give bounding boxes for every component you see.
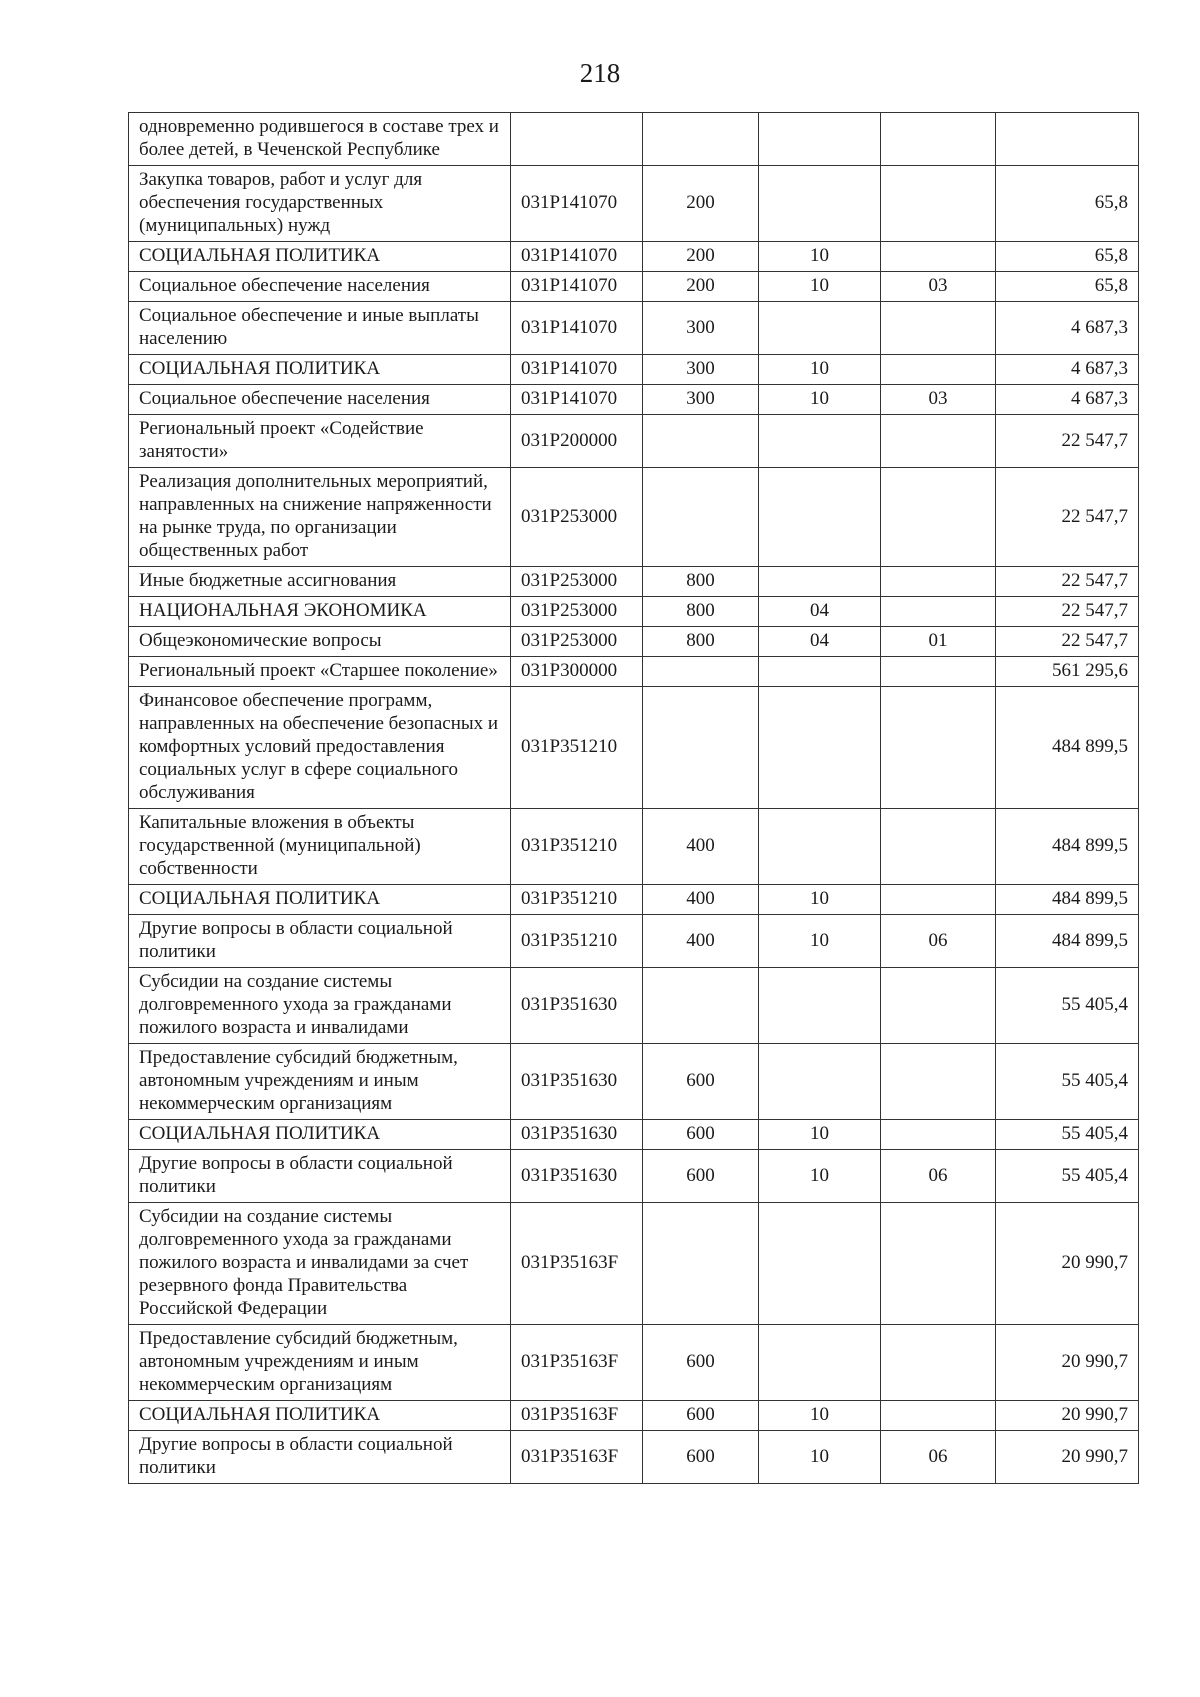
subsection-code-cell [881, 468, 996, 567]
subsection-code-cell [881, 242, 996, 272]
amount-cell: 20 990,7 [996, 1203, 1139, 1325]
target-article-code-cell: 031P351630 [511, 1150, 643, 1203]
amount-cell: 22 547,7 [996, 597, 1139, 627]
amount-cell: 65,8 [996, 272, 1139, 302]
target-article-code-cell: 031P141070 [511, 166, 643, 242]
item-name-cell: Реализация дополнительных мероприятий, направленных на снижение напряженности на рынке труда, по организации общественных работ [129, 468, 511, 567]
section-code-cell [759, 302, 881, 355]
subsection-code-cell [881, 687, 996, 809]
subsection-code-cell [881, 657, 996, 687]
subsection-code-cell [881, 597, 996, 627]
target-article-code-cell: 031P35163F [511, 1203, 643, 1325]
section-code-cell: 04 [759, 597, 881, 627]
item-name-cell: Финансовое обеспечение программ, направленных на обеспечение безопасных и комфортных условий предоставления социальных услуг в сфере социального обслуживания [129, 687, 511, 809]
target-article-code-cell: 031P35163F [511, 1401, 643, 1431]
subsection-code-cell: 06 [881, 1150, 996, 1203]
amount-cell: 4 687,3 [996, 302, 1139, 355]
table-row [129, 885, 1139, 915]
target-article-code-cell: 031P351210 [511, 915, 643, 968]
expense-type-cell [643, 657, 759, 687]
subsection-code-cell: 06 [881, 915, 996, 968]
expense-type-cell: 300 [643, 385, 759, 415]
subsection-code-cell [881, 113, 996, 166]
section-code-cell [759, 1325, 881, 1401]
expense-type-cell [643, 415, 759, 468]
subsection-code-cell [881, 1401, 996, 1431]
target-article-code-cell: 031P351630 [511, 1044, 643, 1120]
target-article-code-cell: 031P253000 [511, 468, 643, 567]
page-number: 218 [579, 58, 621, 88]
amount-cell: 20 990,7 [996, 1431, 1139, 1484]
target-article-code-cell: 031P253000 [511, 627, 643, 657]
budget-table [128, 112, 1139, 1484]
section-code-cell [759, 166, 881, 242]
table-row [129, 597, 1139, 627]
item-name-cell: Закупка товаров, работ и услуг для обеспечения государственных (муниципальных) нужд [129, 166, 511, 242]
expense-type-cell: 300 [643, 302, 759, 355]
section-code-cell: 10 [759, 1120, 881, 1150]
expense-type-cell [643, 687, 759, 809]
amount-cell: 20 990,7 [996, 1325, 1139, 1401]
expense-type-cell [643, 113, 759, 166]
section-code-cell: 10 [759, 385, 881, 415]
amount-cell: 561 295,6 [996, 657, 1139, 687]
item-name-cell: Социальное обеспечение населения [129, 385, 511, 415]
section-code-cell [759, 468, 881, 567]
table-row [129, 657, 1139, 687]
table-row [129, 113, 1139, 166]
section-code-cell: 10 [759, 1431, 881, 1484]
section-code-cell: 10 [759, 272, 881, 302]
expense-type-cell: 600 [643, 1120, 759, 1150]
amount-cell: 22 547,7 [996, 468, 1139, 567]
target-article-code-cell: 031P351210 [511, 687, 643, 809]
target-article-code-cell: 031P300000 [511, 657, 643, 687]
item-name-cell: Общеэкономические вопросы [129, 627, 511, 657]
subsection-code-cell [881, 968, 996, 1044]
table-row [129, 1401, 1139, 1431]
table-row [129, 355, 1139, 385]
item-name-cell: Региональный проект «Содействие занятости» [129, 415, 511, 468]
section-code-cell [759, 968, 881, 1044]
amount-cell: 20 990,7 [996, 1401, 1139, 1431]
amount-cell: 484 899,5 [996, 809, 1139, 885]
expense-type-cell: 300 [643, 355, 759, 385]
expense-type-cell: 200 [643, 242, 759, 272]
expense-type-cell [643, 1203, 759, 1325]
amount-cell: 22 547,7 [996, 415, 1139, 468]
expense-type-cell: 200 [643, 272, 759, 302]
table-row [129, 242, 1139, 272]
budget-table-body [129, 113, 1139, 1484]
table-row [129, 809, 1139, 885]
expense-type-cell: 600 [643, 1150, 759, 1203]
section-code-cell: 10 [759, 1150, 881, 1203]
target-article-code-cell: 031P253000 [511, 597, 643, 627]
item-name-cell: СОЦИАЛЬНАЯ ПОЛИТИКА [129, 1120, 511, 1150]
amount-cell: 484 899,5 [996, 885, 1139, 915]
item-name-cell: Другие вопросы в области социальной политики [129, 1150, 511, 1203]
amount-cell: 484 899,5 [996, 915, 1139, 968]
expense-type-cell: 200 [643, 166, 759, 242]
expense-type-cell: 800 [643, 627, 759, 657]
item-name-cell: Предоставление субсидий бюджетным, автономным учреждениям и иным некоммерческим организациям [129, 1044, 511, 1120]
subsection-code-cell [881, 166, 996, 242]
item-name-cell: НАЦИОНАЛЬНАЯ ЭКОНОМИКА [129, 597, 511, 627]
table-row [129, 1203, 1139, 1325]
subsection-code-cell [881, 567, 996, 597]
section-code-cell [759, 657, 881, 687]
target-article-code-cell: 031P351630 [511, 968, 643, 1044]
subsection-code-cell [881, 809, 996, 885]
item-name-cell: Региональный проект «Старшее поколение» [129, 657, 511, 687]
amount-cell: 65,8 [996, 242, 1139, 272]
expense-type-cell [643, 468, 759, 567]
expense-type-cell: 800 [643, 567, 759, 597]
target-article-code-cell: 031P35163F [511, 1325, 643, 1401]
target-article-code-cell: 031P141070 [511, 385, 643, 415]
expense-type-cell: 400 [643, 915, 759, 968]
subsection-code-cell [881, 302, 996, 355]
item-name-cell: Социальное обеспечение и иные выплаты населению [129, 302, 511, 355]
section-code-cell [759, 567, 881, 597]
target-article-code-cell: 031P351630 [511, 1120, 643, 1150]
table-row [129, 302, 1139, 355]
table-row [129, 968, 1139, 1044]
target-article-code-cell: 031P141070 [511, 302, 643, 355]
subsection-code-cell: 06 [881, 1431, 996, 1484]
item-name-cell: одновременно родившегося в составе трех и более детей, в Чеченской Республике [129, 113, 511, 166]
subsection-code-cell [881, 355, 996, 385]
table-row [129, 567, 1139, 597]
table-row [129, 1044, 1139, 1120]
table-row [129, 1120, 1139, 1150]
table-row [129, 415, 1139, 468]
table-row [129, 385, 1139, 415]
subsection-code-cell: 01 [881, 627, 996, 657]
section-code-cell: 10 [759, 915, 881, 968]
expense-type-cell: 800 [643, 597, 759, 627]
table-row [129, 627, 1139, 657]
amount-cell: 4 687,3 [996, 385, 1139, 415]
amount-cell [996, 113, 1139, 166]
section-code-cell [759, 809, 881, 885]
section-code-cell: 04 [759, 627, 881, 657]
table-row [129, 1431, 1139, 1484]
amount-cell: 55 405,4 [996, 1150, 1139, 1203]
target-article-code-cell [511, 113, 643, 166]
item-name-cell: Капитальные вложения в объекты государственной (муниципальной) собственности [129, 809, 511, 885]
section-code-cell: 10 [759, 885, 881, 915]
subsection-code-cell [881, 1203, 996, 1325]
amount-cell: 22 547,7 [996, 627, 1139, 657]
subsection-code-cell [881, 885, 996, 915]
item-name-cell: Иные бюджетные ассигнования [129, 567, 511, 597]
expense-type-cell: 400 [643, 885, 759, 915]
amount-cell: 55 405,4 [996, 968, 1139, 1044]
subsection-code-cell [881, 415, 996, 468]
table-row [129, 468, 1139, 567]
table-row [129, 1325, 1139, 1401]
target-article-code-cell: 031P35163F [511, 1431, 643, 1484]
table-row [129, 272, 1139, 302]
section-code-cell: 10 [759, 1401, 881, 1431]
item-name-cell: Другие вопросы в области социальной политики [129, 1431, 511, 1484]
subsection-code-cell [881, 1120, 996, 1150]
item-name-cell: СОЦИАЛЬНАЯ ПОЛИТИКА [129, 355, 511, 385]
item-name-cell: Предоставление субсидий бюджетным, автономным учреждениям и иным некоммерческим организациям [129, 1325, 511, 1401]
expense-type-cell: 600 [643, 1325, 759, 1401]
expense-type-cell: 600 [643, 1401, 759, 1431]
item-name-cell: СОЦИАЛЬНАЯ ПОЛИТИКА [129, 885, 511, 915]
target-article-code-cell: 031P253000 [511, 567, 643, 597]
subsection-code-cell: 03 [881, 272, 996, 302]
section-code-cell [759, 1044, 881, 1120]
subsection-code-cell: 03 [881, 385, 996, 415]
amount-cell: 22 547,7 [996, 567, 1139, 597]
table-row [129, 166, 1139, 242]
section-code-cell: 10 [759, 242, 881, 272]
target-article-code-cell: 031P200000 [511, 415, 643, 468]
item-name-cell: Другие вопросы в области социальной политики [129, 915, 511, 968]
section-code-cell [759, 1203, 881, 1325]
section-code-cell [759, 687, 881, 809]
item-name-cell: Субсидии на создание системы долговременного ухода за гражданами пожилого возраста и инвалидами за счет резервного фонда Правительства Российской Федерации [129, 1203, 511, 1325]
expense-type-cell: 600 [643, 1044, 759, 1120]
subsection-code-cell [881, 1044, 996, 1120]
table-row [129, 915, 1139, 968]
expense-type-cell [643, 968, 759, 1044]
target-article-code-cell: 031P141070 [511, 272, 643, 302]
target-article-code-cell: 031P141070 [511, 242, 643, 272]
item-name-cell: СОЦИАЛЬНАЯ ПОЛИТИКА [129, 242, 511, 272]
target-article-code-cell: 031P351210 [511, 809, 643, 885]
amount-cell: 484 899,5 [996, 687, 1139, 809]
item-name-cell: Субсидии на создание системы долговременного ухода за гражданами пожилого возраста и инвалидами [129, 968, 511, 1044]
item-name-cell: Социальное обеспечение населения [129, 272, 511, 302]
section-code-cell [759, 415, 881, 468]
item-name-cell: СОЦИАЛЬНАЯ ПОЛИТИКА [129, 1401, 511, 1431]
expense-type-cell: 600 [643, 1431, 759, 1484]
target-article-code-cell: 031P141070 [511, 355, 643, 385]
target-article-code-cell: 031P351210 [511, 885, 643, 915]
subsection-code-cell [881, 1325, 996, 1401]
section-code-cell: 10 [759, 355, 881, 385]
amount-cell: 55 405,4 [996, 1120, 1139, 1150]
section-code-cell [759, 113, 881, 166]
table-row [129, 1150, 1139, 1203]
table-row [129, 687, 1139, 809]
amount-cell: 55 405,4 [996, 1044, 1139, 1120]
amount-cell: 65,8 [996, 166, 1139, 242]
amount-cell: 4 687,3 [996, 355, 1139, 385]
expense-type-cell: 400 [643, 809, 759, 885]
